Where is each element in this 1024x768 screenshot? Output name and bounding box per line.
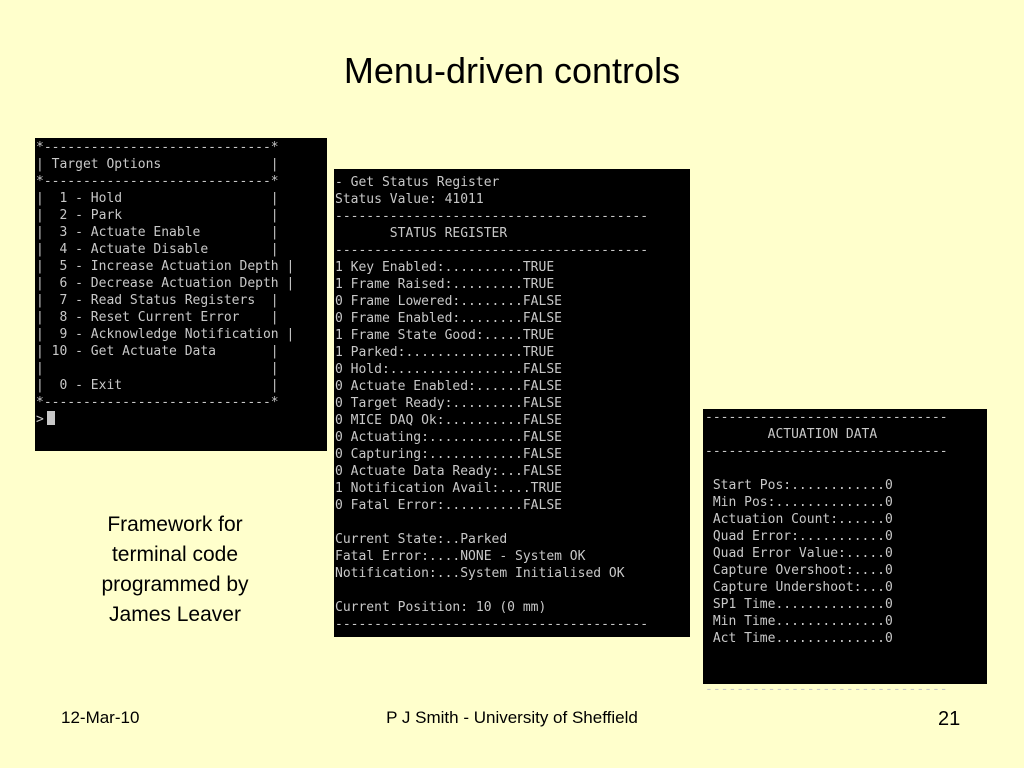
actuation-data-terminal (703, 409, 987, 697)
slide-caption: Framework for terminal code programmed by James Leaver (101, 513, 249, 626)
page-number: 21 (938, 708, 961, 730)
command-prompt[interactable] (36, 411, 327, 428)
status-register-terminal (334, 169, 690, 637)
status-register-text: - Get Status Register Status Value: 41011 ---------------------------------------- STATUS REGISTER ---------------------------------------- 1 Key Enabled:..........TRUE 1 Frame Raised:.........TRUE 0 Frame Lowered:........FALSE 0 Frame Enabled:........FALSE 1 Frame State Good:.....TRUE 1 Parked:...............TRUE 0 Hold:.................FALSE 0 Actuate Enabled:......FALSE 0 Target Ready:.........FALSE 0 MICE DAQ Ok:..........FALSE 0 Actuating:............FALSE 0 Capturing:............FALSE 0 Actuate Data Ready:...FALSE 1 Notification Avail:....TRUE 0 Fatal Error:..........FALSE Current State:..Parked Fatal Error:....NONE - System OK Notification:...System Initialised OK Current Position: 10 (0 mm) ---------------------------------------- (335, 175, 649, 632)
target-options-menu-text: *-----------------------------* | Target Options | *-----------------------------* | 1 - Hold | | 2 - Park | | 3 - Actuate Enable | | 4 - Actuate Disable | | 5 - Increase Actuation Depth | | 6 - Decrease Actuation Depth | | 7 - Read Status Registers | | 8 - Reset Current Error | | 9 - Acknowledge Notification | | 10 - Get Actuate Data | | | | 0 - Exit | *-----------------------------* (36, 140, 295, 410)
target-options-terminal[interactable] (35, 138, 327, 451)
footer-date: 12-Mar-10 (61, 708, 140, 727)
actuation-data-text: ------------------------------- ACTUATION DATA ------------------------------- Start Pos:............0 Min Pos:..............0 Actuation Count:......0 Quad Error:...........0 Quad Error Value:.....0 Capture Overshoot:....0 Capture Undershoot:...0 SP1 Time..............0 Min Time..............0 Act Time..............0 ------------------------------- (705, 410, 948, 697)
text-cursor (47, 411, 55, 425)
prompt-symbol: > (36, 412, 44, 427)
slide-title: Menu-driven controls (343, 50, 681, 91)
footer-author: P J Smith - University of Sheffield (386, 708, 638, 727)
